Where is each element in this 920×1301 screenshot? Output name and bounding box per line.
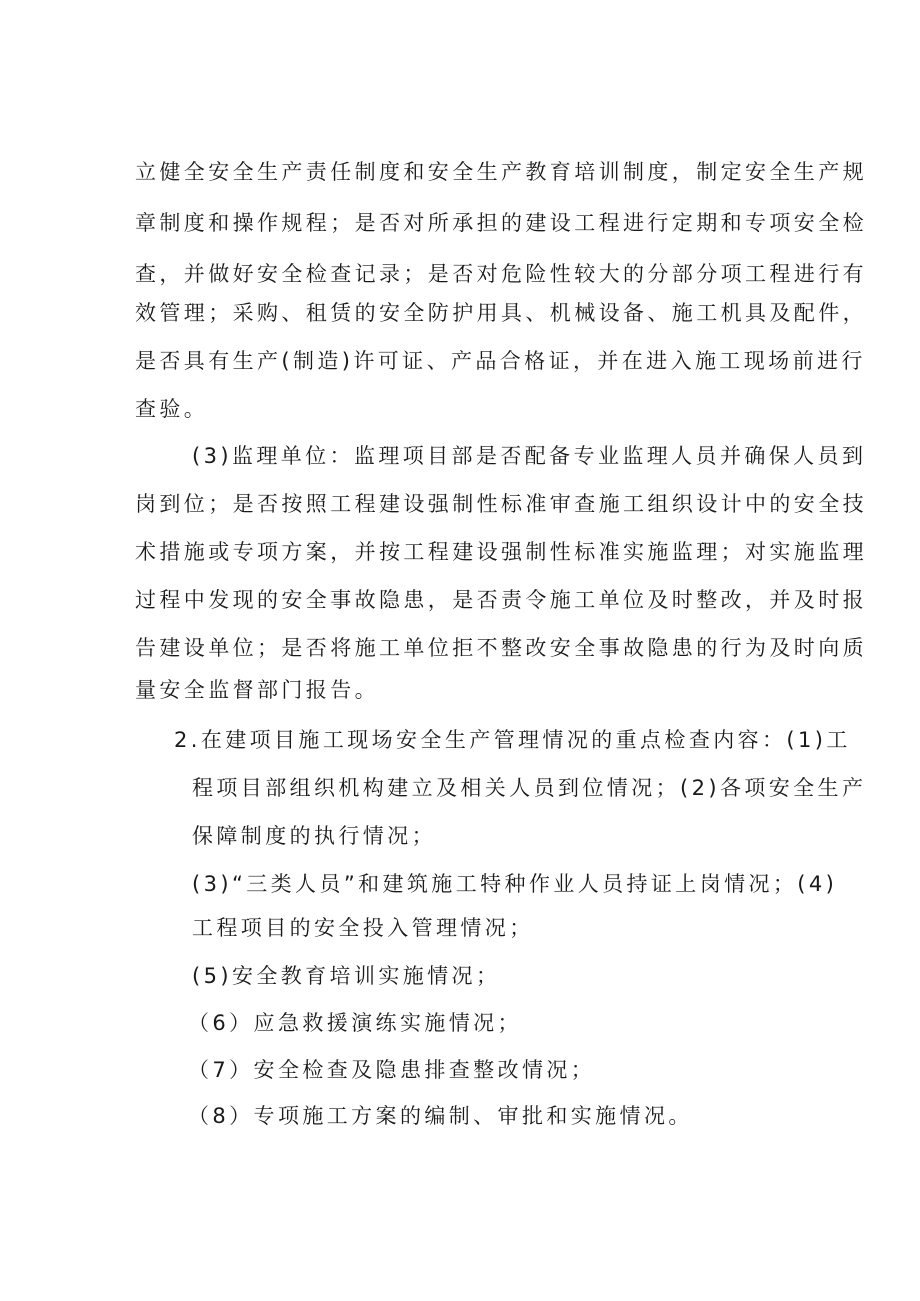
paragraph-line: 查，并做好安全检查记录；是否对危险性较大的分部分项工程进行有 (135, 262, 867, 286)
paragraph-line: 章制度和操作规程；是否对所承担的建设工程进行定期和专项安全检 (135, 211, 867, 235)
paragraph-line: 效管理；采购、租赁的安全防护用具、机械设备、施工机具及配件， (135, 301, 867, 325)
list-item-line: 工程项目的安全投入管理情况； (192, 916, 534, 940)
list-item-heading: 2.在建项目施工现场安全生产管理情况的重点检查内容：(1)工 (174, 728, 851, 752)
paragraph-line: 岗到位；是否按照工程建设强制性标准审查施工组织设计中的安全技 (135, 492, 867, 516)
paragraph-line: 是否具有生产(制造)许可证、产品合格证，并在进入施工现场前进行 (135, 349, 866, 373)
paragraph-line: 术措施或专项方案，并按工程建设强制性标准实施监理；对实施监理 (135, 540, 867, 564)
paragraph-line: 立健全安全生产责任制度和安全生产教育培训制度，制定安全生产规 (135, 160, 867, 184)
list-item-line: 保障制度的执行情况； (192, 824, 436, 848)
list-item-line: (5)安全教育培训实施情况； (192, 964, 501, 988)
list-item-line: （7）安全检查及隐患排查整改情况； (188, 1058, 596, 1082)
list-item-line: 程项目部组织机构建立及相关人员到位情况；(2)各项安全生产 (192, 776, 867, 800)
paragraph-line: 告建设单位；是否将施工单位拒不整改安全事故隐患的行为及时向质 (135, 636, 867, 660)
list-item-line: （8）专项施工方案的编制、审批和实施情况。 (188, 1104, 693, 1128)
paragraph-line: (3)监理单位：监理项目部是否配备专业监理人员并确保人员到 (192, 444, 867, 468)
paragraph-line: 过程中发现的安全事故隐患，是否责令施工单位及时整改，并及时报 (135, 588, 867, 612)
list-item-line: (3)“三类人员”和建筑施工特种作业人员持证上岗情况；(4) (192, 872, 838, 896)
list-item-line: （6）应急救援演练实施情况； (188, 1011, 522, 1035)
paragraph-line: 量安全监督部门报告。 (135, 678, 379, 702)
paragraph-line: 查验。 (135, 397, 209, 421)
